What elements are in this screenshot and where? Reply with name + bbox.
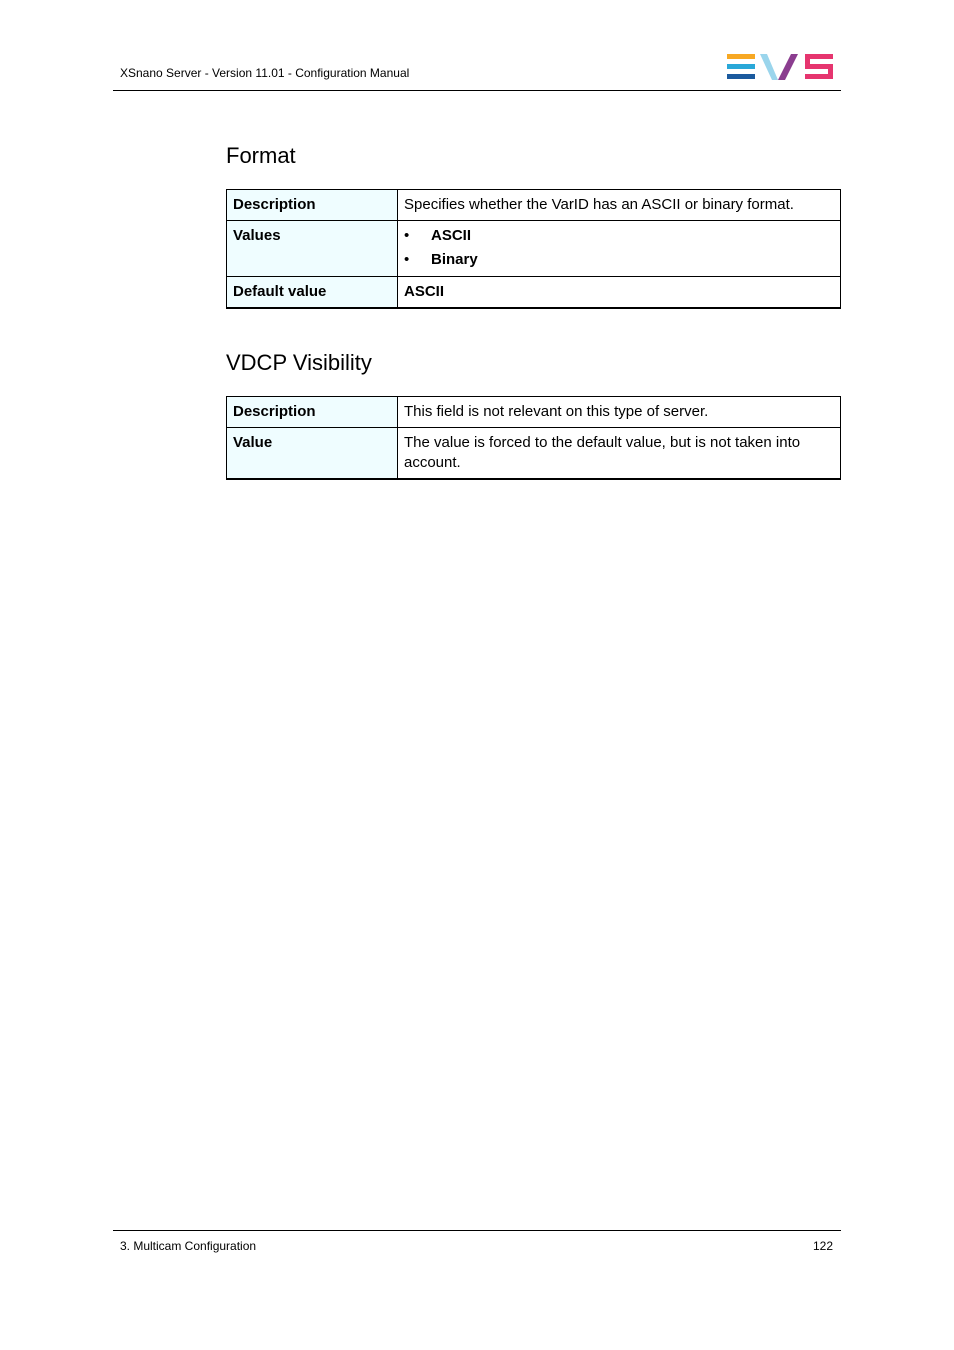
logo-s-bottom xyxy=(805,74,833,79)
vdcp-description-label: Description xyxy=(227,397,398,428)
format-heading: Format xyxy=(226,143,296,168)
format-value-ascii: ASCII xyxy=(431,227,472,244)
vdcp-value-row xyxy=(227,428,841,480)
format-description-label: Description xyxy=(227,190,398,221)
vdcp-value-label: Value xyxy=(227,428,398,480)
format-description-value: Specifies whether the VarID has an ASCII or binary format. xyxy=(398,190,841,221)
bullet-icon: • xyxy=(404,227,410,244)
list-item xyxy=(404,224,834,248)
page-number: 122 xyxy=(812,1239,833,1253)
format-default-value: ASCII xyxy=(398,277,841,309)
logo-e-stripe-1 xyxy=(727,54,755,59)
format-values-label: Values xyxy=(227,221,398,277)
format-description-row xyxy=(227,190,841,221)
vdcp-visibility-table xyxy=(226,396,841,480)
logo-v-right xyxy=(778,54,798,80)
logo-e-stripe-2 xyxy=(727,64,755,69)
bullet-icon: • xyxy=(404,251,410,268)
logo-e-stripe-3 xyxy=(727,74,755,79)
format-table xyxy=(226,189,841,309)
document-title: XSnano Server - Version 11.01 - Configuration Manual xyxy=(120,66,410,80)
page-footer xyxy=(113,1230,841,1261)
page-header xyxy=(113,50,841,91)
format-values-row xyxy=(227,221,841,277)
vdcp-visibility-heading: VDCP Visibility xyxy=(226,350,372,375)
format-default-label: Default value xyxy=(227,277,398,309)
format-values-cell xyxy=(398,221,841,277)
format-values-list xyxy=(404,224,834,272)
format-default-row xyxy=(227,277,841,309)
logo-v-left xyxy=(760,54,778,80)
vdcp-description-value: This field is not relevant on this type of server. xyxy=(398,397,841,428)
vdcp-value-text: The value is forced to the default value, but is not taken into account. xyxy=(398,428,841,480)
vdcp-description-row xyxy=(227,397,841,428)
list-item xyxy=(404,248,834,272)
footer-chapter: 3. Multicam Configuration xyxy=(120,1239,257,1253)
format-value-binary: Binary xyxy=(431,251,478,268)
evs-logo xyxy=(727,53,834,81)
